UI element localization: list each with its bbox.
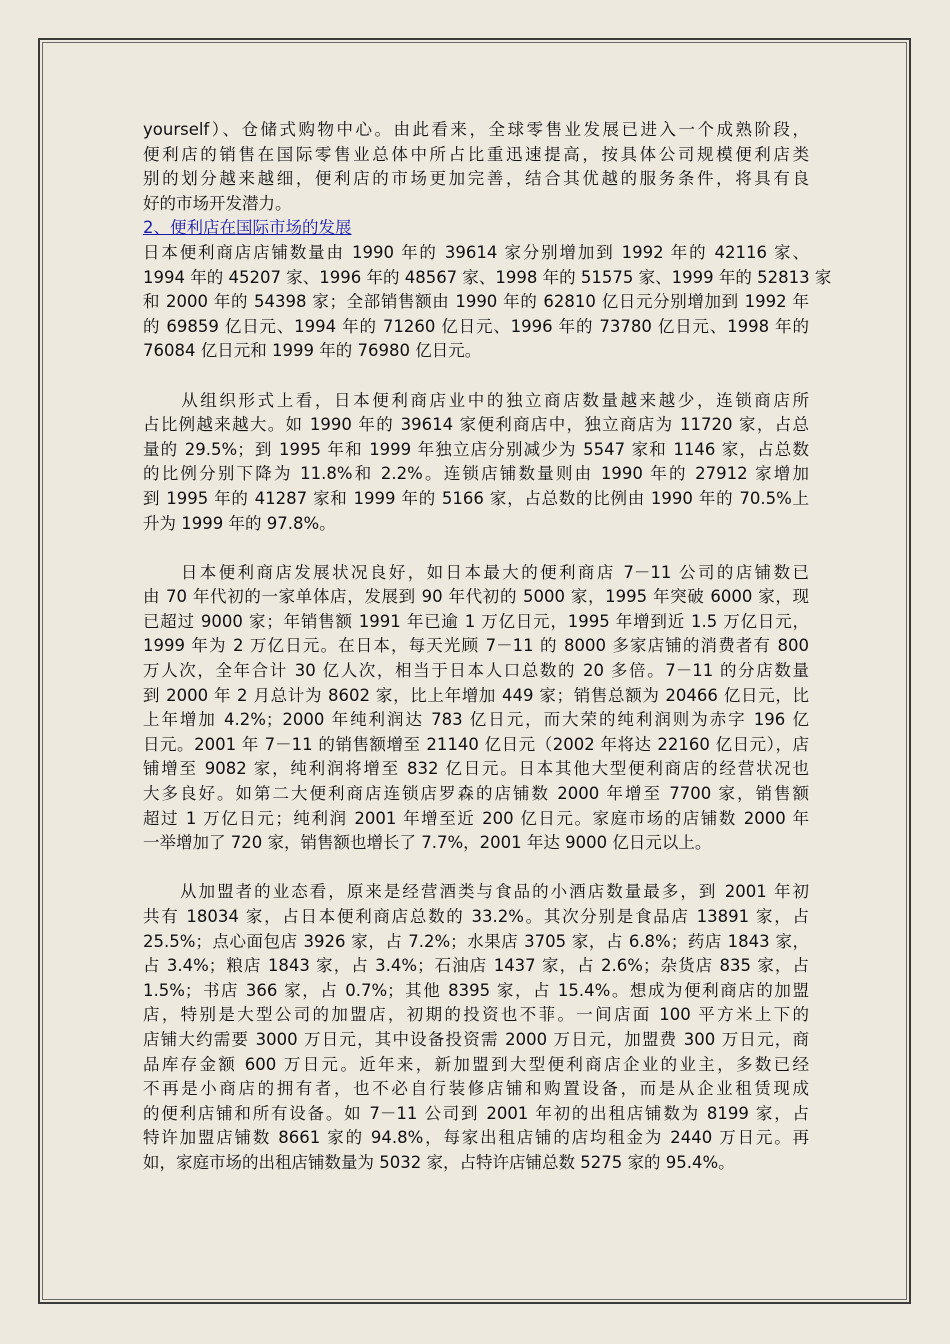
section-heading-link[interactable]: 2、便利店在国际市场的发展 — [143, 218, 352, 238]
text-line: 升为 1999 年的 97.8%。 — [143, 513, 336, 533]
text-line: 不再是小商店的拥有者，也不必自行装修店铺和购置设备，而是从企业租赁现成 — [143, 1079, 809, 1099]
text-line: 1999 年为 2 万亿日元。在日本，每天光顾 7－11 的 8000 多家店铺的消费者有 800 — [143, 636, 809, 656]
text-line: 从组织形式上看，日本便利商店业中的独立商店数量越来越少，连锁商店所 — [143, 390, 809, 410]
text-line: 超过 1 万亿日元；纯利润 2001 年增至近 200 亿日元。家庭市场的店铺数 2000 年 — [143, 808, 809, 828]
text-line: 一举增加了 720 家，销售额也增长了 7.7%，2001 年达 9000 亿日元以上。 — [143, 833, 712, 853]
paragraph — [143, 389, 809, 537]
document-body — [143, 118, 832, 1176]
text-line: 铺增至 9082 家，纯利润将增至 832 亿日元。日本其他大型便利商店的经营状况也 — [143, 759, 809, 779]
text-line: 的比例分别下降为 11.8%和 2.2%。连锁店铺数量则由 1990 年的 27912 家增加 — [143, 464, 809, 484]
text-line: 到 1995 年的 41287 家和 1999 年的 5166 家，占总数的比例由 1990 年的 70.5%上 — [143, 488, 809, 508]
text-line: 量的 29.5%；到 1995 年和 1999 年独立店分别减少为 5547 家和 1146 家，占总数 — [143, 439, 809, 459]
text-line: 1994 年的 45207 家、1996 年的 48567 家、1998 年的 51575 家、1999 年的 52813 家 — [143, 267, 832, 287]
paragraph — [143, 561, 809, 856]
text-line: 从加盟者的业态看，原来是经营酒类与食品的小酒店数量最多，到 2001 年初 — [143, 882, 809, 902]
paragraph-spacer — [143, 856, 809, 881]
paragraph-spacer — [143, 364, 809, 389]
paragraph — [143, 241, 832, 364]
text-line: 25.5%；点心面包店 3926 家，占 7.2%；水果店 3705 家，占 6.8%；药店 1843 家， — [143, 931, 809, 951]
text-line: 已超过 9000 家；年销售额 1991 年已逾 1 万亿日元，1995 年增到近 1.5 万亿日元， — [143, 611, 809, 631]
text-line: 到 2000 年 2 月总计为 8602 家，比上年增加 449 家；销售总额为 20466 亿日元，比 — [143, 685, 809, 705]
text-line: 大多良好。如第二大便利商店连锁店罗森的店铺数 2000 年增至 7700 家，销售额 — [143, 784, 809, 804]
text-line: 和 2000 年的 54398 家；全部销售额由 1990 年的 62810 亿日元分别增加到 1992 年 — [143, 292, 809, 312]
text-line: 如，家庭市场的出租店铺数量为 5032 家，占特许店铺总数 5275 家的 95.4%。 — [143, 1152, 735, 1172]
paragraph — [143, 880, 809, 1175]
intro-paragraph — [143, 118, 809, 216]
text-line: 上年增加 4.2%；2000 年纯利润达 783 亿日元，而大荣的纯利润则为赤字 196 亿 — [143, 710, 809, 730]
text-line: 日本便利商店发展状况良好，如日本最大的便利商店 7－11 公司的店铺数已 — [143, 562, 809, 582]
text-line: 的 69859 亿日元、1994 年的 71260 亿日元、1996 年的 73780 亿日元、1998 年的 — [143, 316, 809, 336]
text-line: 好的市场开发潜力。 — [143, 193, 292, 213]
text-line: 由 70 年代初的一家单体店，发展到 90 年代初的 5000 家，1995 年突破 6000 家，现 — [143, 587, 809, 607]
text-line: 别的划分越来越细，便利店的市场更加完善，结合其优越的服务条件，将具有良 — [143, 169, 809, 189]
text-line: 日元。2001 年 7－11 的销售额增至 21140 亿日元（2002 年将达 22160 亿日元），店 — [143, 734, 809, 754]
text-line: yourself）、仓储式购物中心。由此看来，全球零售业发展已进入一个成熟阶段， — [143, 120, 809, 139]
text-line: 日本便利商店店铺数量由 1990 年的 39614 家分别增加到 1992 年的 42116 家、 — [143, 242, 809, 262]
paragraphs — [143, 241, 832, 1176]
text-line: 万人次，全年合计 30 亿人次，相当于日本人口总数的 20 多倍。7－11 的分店数量 — [143, 661, 809, 681]
text-line: 76084 亿日元和 1999 年的 76980 亿日元。 — [143, 341, 482, 361]
text-line: 便利店的销售在国际零售业总体中所占比重迅速提高，按具体公司规模便利店类 — [143, 144, 809, 164]
text-line: 1.5%；书店 366 家，占 0.7%；其他 8395 家，占 15.4%。想成为便利商店的加盟 — [143, 980, 809, 1000]
text-line: 特许加盟店铺数 8661 家的 94.8%，每家出租店铺的店均租金为 2440 万日元。再 — [143, 1128, 809, 1148]
text-line: 共有 18034 家，占日本便利商店总数的 33.2%。其次分别是食品店 13891 家，占 — [143, 907, 809, 926]
text-line: 占比例越来越大。如 1990 年的 39614 家便利商店中，独立商店为 11720 家，占总 — [143, 415, 809, 435]
text-line: 店铺大约需要 3000 万日元，其中设备投资需 2000 万日元，加盟费 300 万日元，商 — [143, 1029, 809, 1049]
text-line: 店，特别是大型公司的加盟店，初期的投资也不菲。一间店面 100 平方米上下的 — [143, 1005, 809, 1025]
text-line: 占 3.4%；粮店 1843 家，占 3.4%；石油店 1437 家，占 2.6%；杂货店 835 家，占 — [143, 956, 809, 976]
text-line: 品库存金额 600 万日元。近年来，新加盟到大型便利商店企业的业主，多数已经 — [143, 1054, 809, 1074]
paragraph-spacer — [143, 536, 809, 561]
text-line: 的便利店铺和所有设备。如 7－11 公司到 2001 年初的出租店铺数为 8199 家，占 — [143, 1103, 809, 1123]
